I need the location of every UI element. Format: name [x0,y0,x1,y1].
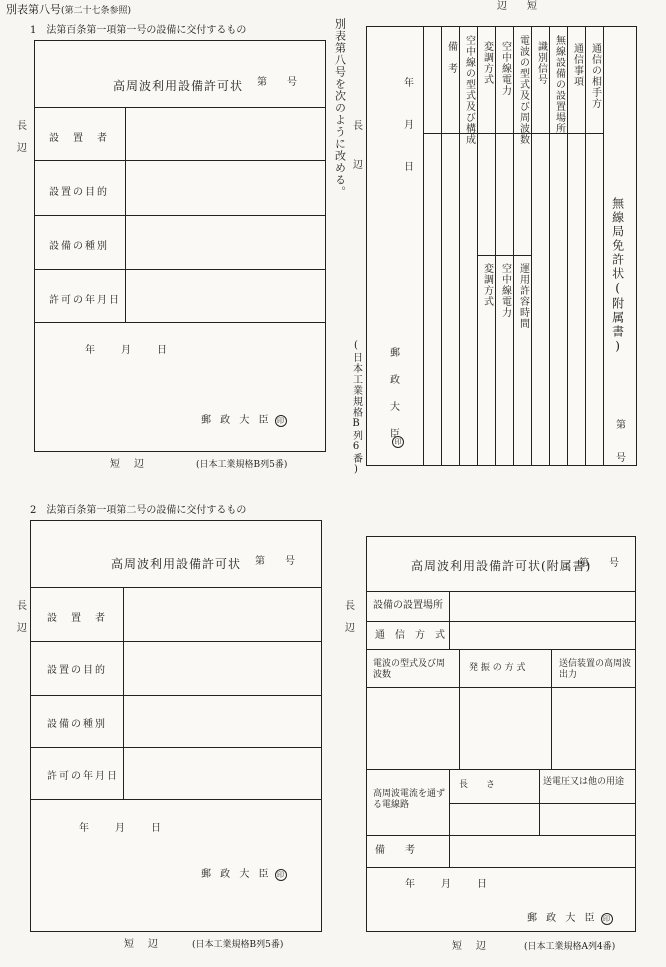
section1-field-owner: 設 置 者 [49,133,109,144]
radio-license-seal [389,429,404,448]
seal-icon: 印 [392,436,404,448]
row-emission: 電波の型式及び周波数 [517,35,529,145]
annex-short-side: 短 辺 [452,941,488,952]
annex-line-label: 高周波電流を通ずる電線路 [373,789,446,810]
section1-field-purpose: 設置の目的 [49,187,109,198]
corner-mark-2: 短 [527,1,537,12]
section2-permit-form [30,520,322,932]
sub-power: 空中線電力 [499,263,511,318]
section1-date-line: 年 月 日 [85,345,169,356]
section2-field-purpose: 設置の目的 [47,665,107,676]
radio-license-form [366,26,637,466]
corner-mark: 辺 [497,1,507,12]
row-call-sign: 識別信号 [535,41,547,85]
annex-other-use-label: 送電圧又は他の用途 [543,777,625,787]
annex-form [366,536,636,932]
seal-icon: 印 [275,415,287,427]
row-modulation: 変調方式 [481,41,493,85]
section2-field-type: 設備の種別 [47,719,107,730]
annex-col-emission: 電波の型式及び周波数 [373,659,446,680]
annex-form-number: 第 号 [579,558,619,569]
section2-form-number: 第 号 [255,556,295,567]
annex-signature: 郵 政 大 臣 印 [527,909,613,925]
section2-heading: 2 法第百条第一項第二号の設備に交付するもの [30,505,247,516]
annex-spec: (日本工業規格A列4番) [524,942,616,952]
section2-short-side: 短 辺 [124,939,160,950]
annex-title: 別表第八号(第二十七条参照) [6,3,132,16]
section2-field-date: 許可の年月日 [47,771,119,782]
section1-field-date: 許可の年月日 [49,295,121,306]
annex-location-label: 設備の設置場所 [373,600,443,611]
row-antenna-power: 空中線電力 [499,41,511,96]
annex-col-output: 送信装置の高周波出力 [559,659,632,680]
section2-spec: (日本工業規格B列5番) [192,940,284,950]
annex-form-title: 高周波利用設備許可状(附属書) [411,559,592,573]
row-comm-items: 通信事項 [571,43,583,87]
sub-modulation: 変調方式 [481,263,493,307]
row-correspondent: 通信の相手方 [589,43,601,109]
section1-form-number: 第 号 [257,77,297,88]
annex-col-oscillation: 発 振 の 方 式 [469,663,526,673]
section2-long-side: 長 辺 [14,600,26,633]
sub-hours: 運用許容時間 [517,263,529,329]
radio-license-title: 無線局免許状(附属書) [610,197,625,355]
seal-icon: 印 [275,869,287,881]
radio-license-date: 年 月 日 [401,77,413,175]
row-antenna-type: 空中線の型式及び構成 [463,35,475,145]
radio-license-spec: (日本工業規格B列6番) [350,340,362,476]
section1-permit-form [34,40,326,452]
section2-date-line: 年 月 日 [79,823,163,834]
section2-field-owner: 設 置 者 [47,613,107,624]
seal-icon: 印 [601,913,613,925]
section1-heading: 1 法第百条第一項第一号の設備に交付するもの [30,25,247,36]
annex-long-side: 長 辺 [342,600,354,633]
section2-form-title: 高周波利用設備許可状 [111,557,242,571]
annex-remarks-label: 備 考 [375,845,415,856]
row-remarks: 備 考 [445,41,457,74]
section2-signature: 郵 政 大 臣 印 [201,865,287,881]
section1-short-side: 短 辺 [110,459,146,470]
annex-date-line: 年 月 日 [405,879,489,890]
section1-long-side: 長 辺 [14,120,26,153]
radio-license-number: 第 号 [613,419,625,463]
annex-length-label: 長 さ [459,780,496,790]
section1-spec: (日本工業規格B列5番) [196,460,288,470]
annex-method-label: 通 信 方 式 [375,630,445,641]
section1-field-type: 設備の種別 [49,241,109,252]
radio-license-long-side: 長 辺 [350,120,362,172]
amendment-note: 別表第八号を次のように改める。 [333,18,347,198]
section1-signature: 郵 政 大 臣 印 [201,411,287,427]
row-location: 無線設備の設置場所 [553,35,565,134]
section1-form-title: 高周波利用設備許可状 [113,79,244,93]
radio-license-signature: 郵 政 大 臣 [387,347,399,441]
